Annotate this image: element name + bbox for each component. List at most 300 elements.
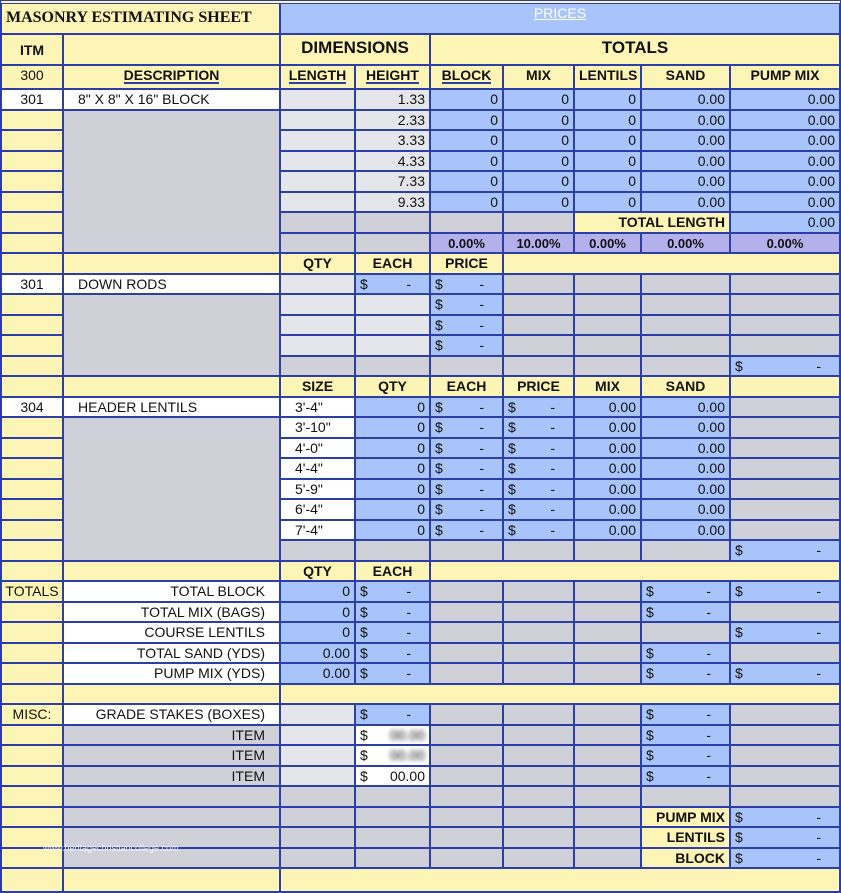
rods-qty-input[interactable] [280,315,355,336]
blank-cell [730,274,840,295]
currency-symbol: $ [646,583,654,599]
currency-symbol: $ [360,583,368,599]
blank-cell [730,745,840,766]
currency-value: - [550,419,555,435]
rods-price-value [430,274,503,295]
lentil-sand: 0.00 [641,520,730,541]
currency-value: - [550,460,555,476]
length-input[interactable] [280,192,355,213]
currency-value: - [550,480,555,497]
totals-row-label: TOTAL MIX (BAGS) [63,602,280,623]
blank-cell [430,786,503,807]
pump-mix-value: 0.00 [730,110,840,131]
currency-value: - [406,624,411,640]
lentil-size: 4'-4" [280,458,355,479]
currency-value: - [816,665,821,681]
blank-cell [730,458,840,479]
totals-row-label: PUMP MIX (YDS) [63,663,280,684]
totals-pump-cost [730,581,840,602]
percent-value: 0.00% [641,233,730,254]
lentil-price [503,397,574,418]
rods-description-area [63,294,280,376]
misc-each [355,704,430,725]
header-height [355,65,430,89]
blank-cell [574,643,641,664]
blank-cell [574,581,641,602]
blank-cell [730,499,840,520]
currency-value: - [816,829,821,845]
sand-value: 0.00 [641,130,730,151]
currency-value: - [479,439,484,456]
lentil-mix: 0.00 [574,479,641,500]
blank-cell [730,786,840,807]
lentil-qty[interactable]: 0 [355,417,430,438]
blank-cell [574,786,641,807]
itm-cell [1,458,63,479]
currency-symbol: $ [508,521,516,538]
currency-symbol: $ [646,726,654,743]
currency-symbol: $ [435,521,443,538]
blank-cell [503,315,574,336]
currency-symbol: $ [646,665,654,681]
rods-each-header: EACH [355,253,430,274]
lentil-size: 4'-0" [280,438,355,459]
currency-symbol: $ [508,439,516,456]
blank-cell [574,274,641,295]
blank-cell [355,807,430,828]
currency-value: - [816,808,821,825]
misc-qty-input[interactable] [280,766,355,787]
itm-cell [1,356,63,377]
currency-value: 00.00 [389,767,425,784]
itm-cell [63,868,280,892]
lentil-size: 3'-10" [280,417,355,438]
currency-value: - [479,501,484,517]
lentil-qty[interactable]: 0 [355,499,430,520]
blank-cell [430,212,503,233]
block-value: 0 [430,130,503,151]
blank-cell [280,807,355,828]
blank-cell [503,540,574,561]
lentil-each [430,458,503,479]
blank-cell [503,745,574,766]
rods-qty-header: QTY [280,253,355,274]
currency-symbol: $ [360,603,368,620]
itm-cell [1,786,63,807]
height-value: 2.33 [355,110,430,131]
rods-qty-input[interactable] [280,294,355,315]
header-dimensions: DIMENSIONS [280,34,430,65]
blank-cell [63,807,280,828]
currency-symbol: $ [508,501,516,517]
total-length-label: TOTAL LENGTH [574,212,730,233]
blank-cell [730,479,840,500]
itm-cell [1,540,63,561]
height-value: 1.33 [355,89,430,110]
currency-symbol: $ [646,706,654,722]
blank-cell [503,622,574,643]
currency-symbol: $ [508,398,516,415]
blank-cell [641,786,730,807]
currency-value: - [816,357,821,374]
lentils-mix-header: MIX [574,376,641,397]
blank-cell [503,212,574,233]
pump-mix-value: 0.00 [730,89,840,110]
currency-symbol: $ [435,275,443,292]
sand-value: 0.00 [641,171,730,192]
currency-symbol: $ [360,726,368,743]
currency-value: - [706,603,711,620]
header-item-no: 300 [1,65,63,89]
lentil-each [430,397,503,418]
block-description-area [63,110,280,254]
sand-value: 0.00 [641,192,730,213]
currency-value: - [706,665,711,681]
blank-cell [430,561,840,582]
lentil-qty[interactable]: 0 [355,438,430,459]
currency-value: - [479,419,484,435]
totals-sand-cost [641,663,730,684]
header-pump-mix: PUMP MIX [730,65,840,89]
sand-value: 0.00 [641,151,730,172]
lentil-price [503,499,574,520]
totals-qty-header: QTY [280,561,355,582]
blank-cell [574,356,641,377]
percent-value: 0.00% [574,233,641,254]
currency-value: - [706,706,711,722]
blank-cell [430,602,503,623]
itm-cell [1,110,63,131]
itm-cell [1,212,63,233]
pump-mix-value: 0.00 [730,151,840,172]
lentil-sand: 0.00 [641,499,730,520]
totals-pump-cost [730,663,840,684]
totals-pump-cost [730,622,840,643]
blank-cell [280,868,840,892]
header-lentils: LENTILS [574,65,641,89]
header-label: LENGTH [288,67,347,83]
totals-qty: 0 [280,602,355,623]
totals-sand-cost [641,602,730,623]
sand-value: 0.00 [641,110,730,131]
lentil-qty[interactable]: 0 [355,520,430,541]
currency-value: - [406,603,411,620]
pump-mix-value: 0.00 [730,192,840,213]
currency-value: - [550,521,555,538]
totals-qty: 0 [280,581,355,602]
lentils-description-area [63,417,280,561]
blank-cell [574,766,641,787]
block-description: 8" X 8" X 16" BLOCK [63,89,280,110]
mix-value: 0 [503,151,574,172]
lentils-pump-total [730,540,840,561]
blank-cell [730,417,840,438]
pump-mix-value: 0.00 [730,171,840,192]
header-length [280,65,355,89]
length-input[interactable] [280,110,355,131]
blank-cell [574,294,641,315]
itm-cell [1,417,63,438]
blank-cell [503,356,574,377]
misc-each[interactable] [355,725,430,746]
height-value: 3.33 [355,130,430,151]
summary-label: PUMP MIX [641,807,730,828]
header-label: BLOCK [441,67,492,83]
currency-value: - [706,644,711,661]
currency-symbol: $ [360,665,368,681]
itm-cell [1,561,63,582]
lentil-sand: 0.00 [641,458,730,479]
lentil-sand: 0.00 [641,479,730,500]
lentil-mix: 0.00 [574,417,641,438]
lentil-each [430,520,503,541]
blank-cell [430,540,503,561]
misc-row-label: ITEM [63,766,280,787]
blank-cell [574,622,641,643]
lentils-value: 0 [574,110,641,131]
lentil-each [430,417,503,438]
totals-sand-cost [641,581,730,602]
totals-each [355,663,430,684]
misc-each[interactable] [355,766,430,787]
currency-symbol: $ [735,624,743,640]
itm-cell [1,602,63,623]
misc-each[interactable] [355,745,430,766]
rods-each-input[interactable] [355,335,430,356]
header-label: HEIGHT [366,67,419,83]
rods-each-input[interactable] [355,294,430,315]
currency-symbol: $ [360,624,368,640]
lentil-qty[interactable]: 0 [355,397,430,418]
lentil-qty[interactable]: 0 [355,479,430,500]
total-length-value: 0.00 [730,212,840,233]
totals-label: TOTALS [1,581,63,602]
lentils-item-no: 304 [1,397,63,418]
currency-symbol: $ [435,419,443,435]
rods-price-value [430,315,503,336]
currency-symbol: $ [360,644,368,661]
itm-cell [1,192,63,213]
length-input[interactable] [280,171,355,192]
rods-qty-input[interactable] [280,335,355,356]
lentils-value: 0 [574,89,641,110]
currency-value: - [550,439,555,456]
currency-symbol: $ [508,460,516,476]
currency-symbol: $ [360,275,368,292]
totals-qty: 0.00 [280,643,355,664]
length-input[interactable] [280,151,355,172]
itm-cell [1,643,63,664]
blank-cell [280,212,355,233]
currency-value: - [550,501,555,517]
pump-mix-value: 0.00 [730,130,840,151]
blank-cell [355,827,430,848]
lentils-value: 0 [574,171,641,192]
blank-cell [430,704,503,725]
currency-symbol: $ [646,767,654,784]
lentil-price [503,520,574,541]
blank-cell [503,704,574,725]
rods-price-value [430,294,503,315]
currency-symbol: $ [435,480,443,497]
currency-symbol: $ [646,747,654,763]
currency-value: - [406,706,411,722]
blank-cell [574,745,641,766]
lentil-each [430,479,503,500]
lentil-each [430,438,503,459]
itm-cell [1,335,63,356]
lentil-mix: 0.00 [574,520,641,541]
currency-symbol: $ [435,398,443,415]
currency-value: - [816,624,821,640]
totals-qty: 0 [280,622,355,643]
currency-symbol: $ [435,501,443,517]
itm-cell [1,499,63,520]
currency-symbol: $ [360,706,368,722]
rods-price-value [430,335,503,356]
currency-symbol: $ [508,419,516,435]
mix-value: 0 [503,110,574,131]
currency-value: - [816,583,821,599]
misc-cost [641,725,730,746]
header-blank [63,34,280,65]
blank-cell [63,253,280,274]
currency-value: - [479,460,484,476]
currency-symbol: $ [435,460,443,476]
block-value: 0 [430,192,503,213]
blank-cell [503,807,574,828]
percent-value: 0.00% [730,233,840,254]
lentil-size: 7'-4" [280,520,355,541]
itm-cell [1,479,63,500]
blank-cell [641,335,730,356]
itm-cell [1,315,63,336]
percent-value: 0.00% [430,233,503,254]
currency-value: - [706,726,711,743]
itm-cell [1,868,63,892]
totals-sand-cost [641,643,730,664]
length-input[interactable] [280,130,355,151]
lentils-description: HEADER LENTILS [63,397,280,418]
totals-each [355,581,430,602]
blank-cell [355,786,430,807]
blank-cell [503,335,574,356]
currency-symbol: $ [360,767,368,784]
blank-cell [355,848,430,869]
header-totals: TOTALS [430,34,840,65]
blank-cell [503,581,574,602]
totals-qty: 0.00 [280,663,355,684]
totals-each [355,643,430,664]
block-value: 0 [430,110,503,131]
blank-cell [574,540,641,561]
misc-row-label: ITEM [63,745,280,766]
itm-cell [1,151,63,172]
blank-cell [503,663,574,684]
blank-cell [355,356,430,377]
itm-cell [1,807,63,828]
blank-cell [430,622,503,643]
blank-cell [641,622,730,643]
summary-value [730,848,840,869]
summary-label: LENTILS [641,827,730,848]
blank-cell [430,807,503,828]
totals-each [355,602,430,623]
itm-cell [1,663,63,684]
currency-value: - [816,542,821,558]
blank-cell [280,786,355,807]
blank-cell [280,684,840,705]
blank-cell [730,315,840,336]
blank-cell [730,520,840,541]
block-value: 0 [430,171,503,192]
blank-cell [730,704,840,725]
currency-symbol: $ [435,296,443,312]
currency-symbol: $ [508,480,516,497]
rods-qty-input[interactable] [280,274,355,295]
misc-qty-input[interactable] [280,704,355,725]
summary-value [730,827,840,848]
currency-value: - [816,849,821,866]
currency-value: - [706,583,711,599]
currency-value: - [406,275,411,292]
lentils-value: 0 [574,151,641,172]
blank-cell [503,725,574,746]
currency-symbol: $ [435,337,443,353]
misc-cost [641,704,730,725]
length-input[interactable] [280,89,355,110]
blank-cell [641,315,730,336]
blank-cell [574,827,641,848]
blank-cell [355,212,430,233]
height-value: 7.33 [355,171,430,192]
lentil-price [503,479,574,500]
blank-cell [641,356,730,377]
rods-each-input[interactable] [355,315,430,336]
lentil-each [430,499,503,520]
currency-symbol: $ [735,583,743,599]
blank-cell [503,294,574,315]
blank-cell [574,335,641,356]
misc-row-label: GRADE STAKES (BOXES) [63,704,280,725]
blank-cell [430,663,503,684]
lentil-mix: 0.00 [574,438,641,459]
header-sand: SAND [641,65,730,89]
blank-cell [280,827,355,848]
blank-cell [730,602,840,623]
sheet-title: MASONRY ESTIMATING SHEET [1,3,280,34]
lentil-qty[interactable]: 0 [355,458,430,479]
blank-cell [574,704,641,725]
blank-cell [503,643,574,664]
blank-cell [730,335,840,356]
blank-cell [280,356,355,377]
blank-cell [280,540,355,561]
block-value: 0 [430,151,503,172]
misc-label: MISC: [1,704,63,725]
blank-cell [574,663,641,684]
blank-cell [730,294,840,315]
blank-cell [730,376,840,397]
header-mix: MIX [503,65,574,89]
mix-value: 0 [503,89,574,110]
prices-link[interactable]: PRICES [280,3,840,34]
misc-qty-input[interactable] [280,725,355,746]
itm-cell [1,294,63,315]
blank-cell [641,540,730,561]
lentils-value: 0 [574,130,641,151]
misc-qty-input[interactable] [280,745,355,766]
